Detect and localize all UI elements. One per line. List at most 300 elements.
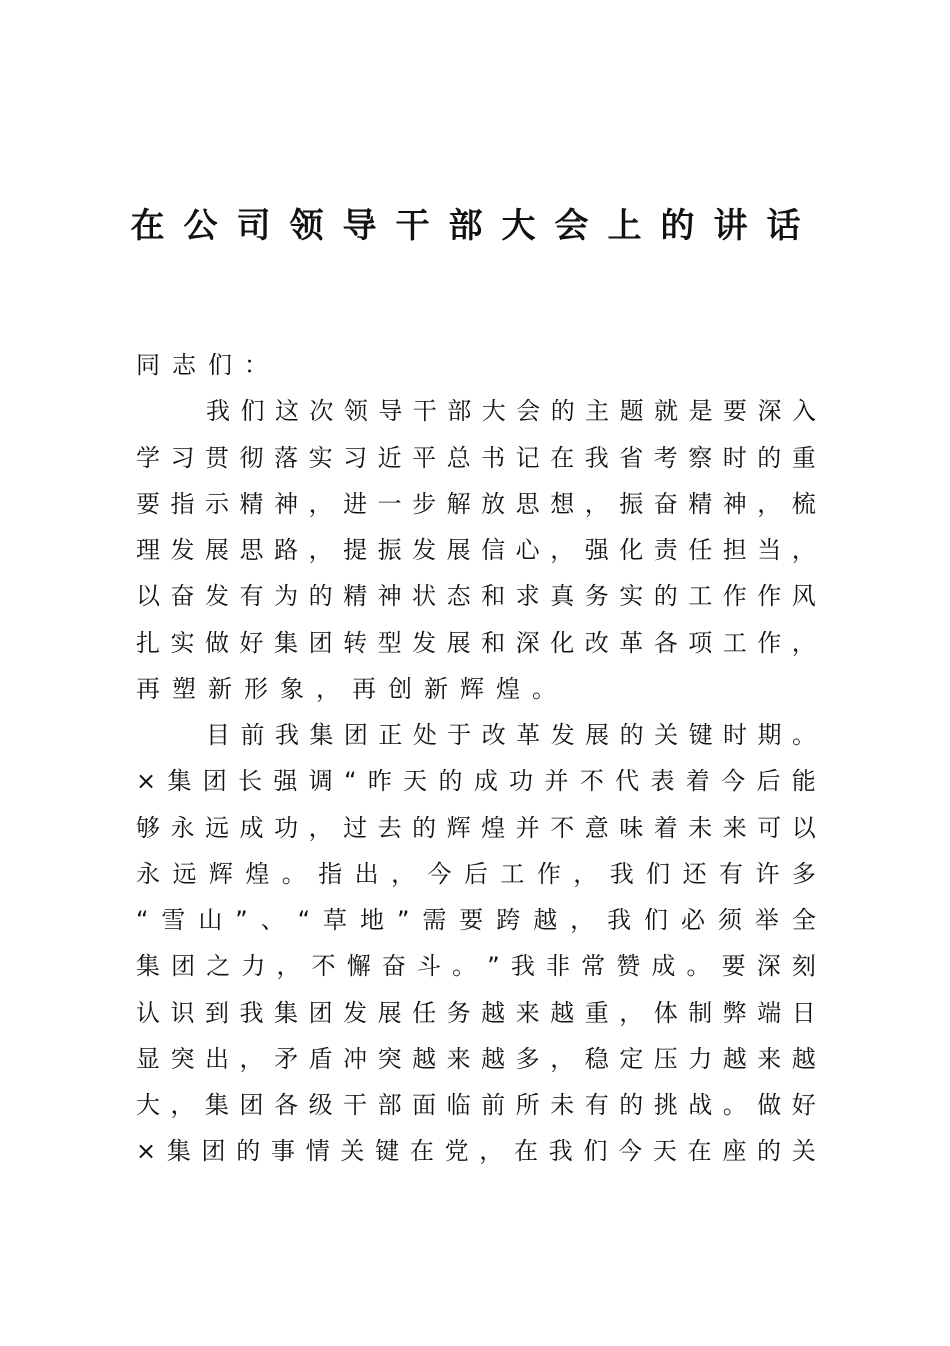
text-char: 能: [791, 767, 816, 796]
text-char: ，: [757, 489, 782, 518]
text-char: 扎: [136, 628, 160, 657]
text-char: 非: [545, 952, 570, 981]
text-char: 认: [136, 998, 160, 1027]
text-char: 集: [274, 998, 299, 1027]
text-char: 我: [206, 397, 230, 426]
text-char: 正: [378, 721, 403, 749]
text-char: 表: [650, 767, 675, 796]
text-char: 务: [584, 582, 609, 611]
text-char: 强: [273, 767, 298, 796]
text-char: 发: [205, 582, 230, 611]
text-char: 去: [377, 813, 402, 842]
text-char: 要: [459, 906, 484, 934]
text-char: 心: [515, 536, 540, 564]
text-char: ，: [276, 952, 301, 981]
text-char: 题: [619, 397, 644, 426]
text-char: 未: [688, 813, 713, 842]
text-char: 辉: [446, 813, 471, 842]
text-char: 作: [536, 859, 561, 888]
text-char: 理: [136, 536, 160, 564]
text-char: 。: [452, 952, 477, 981]
text-char: 有: [239, 582, 264, 611]
text-char: 考: [653, 443, 678, 472]
text-char: 近: [377, 443, 402, 472]
text-char: 面: [412, 1091, 437, 1119]
text-char: 到: [205, 998, 230, 1027]
text-char: 奋: [653, 489, 678, 518]
text-char: 神: [377, 582, 402, 611]
text-char: 着: [653, 813, 678, 842]
text-char: 实: [308, 443, 333, 472]
text-char: 草: [323, 906, 348, 934]
text-char: ，: [391, 859, 416, 888]
text-char: 思: [239, 536, 264, 564]
text-char: 突: [377, 1044, 402, 1073]
text-char: 发: [412, 628, 437, 657]
text-char: ”: [396, 906, 410, 934]
text-char: 成: [239, 813, 264, 842]
text-char: 入: [791, 397, 816, 426]
text-char: 团: [201, 1137, 226, 1166]
text-char: 改: [584, 628, 609, 657]
text-char: 梳: [791, 489, 816, 518]
text-char: 事: [270, 1137, 295, 1166]
text-char: 代: [615, 767, 640, 796]
text-char: 的: [308, 582, 333, 611]
text-char: 我: [607, 906, 632, 934]
text-char: 干: [412, 397, 437, 426]
text-char: 意: [584, 813, 609, 842]
text-char: 工: [688, 582, 713, 611]
text-line: [136, 943, 816, 989]
text-char: 大: [481, 397, 506, 426]
text-char: 今: [721, 767, 746, 796]
text-char: 天: [403, 767, 428, 796]
text-char: 集: [136, 952, 160, 981]
text-char: 信: [481, 536, 506, 564]
text-char: ”: [235, 906, 248, 934]
text-char: 求: [515, 582, 540, 611]
text-char: 指: [318, 859, 343, 888]
text-char: 以: [791, 813, 816, 842]
text-char: 精: [688, 489, 713, 518]
text-line: [136, 1128, 816, 1174]
text-char: 目: [206, 721, 230, 749]
text-char: ×: [136, 767, 157, 796]
text-char: ，: [239, 1044, 264, 1073]
text-char: 项: [688, 628, 713, 657]
text-char: ，: [791, 536, 816, 564]
text-char: “: [344, 767, 357, 796]
text-char: 级: [308, 1091, 333, 1119]
text-char: 后: [463, 859, 488, 888]
text-char: 主: [585, 397, 610, 426]
text-char: 未: [550, 1091, 575, 1119]
text-char: 转: [343, 628, 368, 657]
text-char: 挑: [653, 1091, 678, 1119]
text-char: 为: [274, 582, 299, 611]
text-char: 发: [343, 998, 368, 1027]
text-char: 态: [446, 582, 471, 611]
text-char: 展: [377, 998, 402, 1027]
text-char: 制: [688, 998, 713, 1027]
text-char: 端: [757, 998, 782, 1027]
text-line: [136, 481, 816, 527]
text-char: 团: [343, 721, 368, 749]
text-char: 远: [172, 859, 197, 888]
text-char: ，: [573, 859, 598, 888]
text-char: 我: [274, 721, 299, 749]
text-char: 来: [515, 998, 540, 1027]
text-char: 调: [308, 767, 333, 796]
text-char: 不: [579, 767, 604, 796]
text-char: 实: [619, 582, 644, 611]
text-char: 进: [343, 489, 368, 518]
text-char: 战: [688, 1091, 713, 1119]
text-char: 提: [343, 536, 368, 564]
text-char: 团: [239, 1091, 264, 1119]
text-char: 做: [757, 1091, 782, 1119]
text-char: 成: [473, 767, 498, 796]
text-char: “: [136, 906, 149, 934]
text-char: 贯: [205, 443, 230, 472]
text-char: 的: [757, 443, 782, 472]
text-char: 煌: [245, 859, 270, 888]
text-char: 展: [585, 721, 610, 749]
text-char: 导: [378, 397, 403, 426]
text-char: 有: [719, 859, 743, 888]
text-char: 键: [688, 721, 713, 749]
text-char: 临: [446, 1091, 471, 1119]
text-char: 部: [377, 1091, 402, 1119]
text-char: 集: [309, 721, 334, 749]
text-char: 集: [166, 1137, 191, 1166]
text-char: 我: [584, 443, 609, 472]
text-char: 的: [412, 813, 437, 842]
text-char: 出: [205, 1044, 230, 1073]
text-char: 关: [340, 1137, 365, 1166]
text-line: [136, 435, 816, 481]
document-body: [136, 342, 816, 1175]
text-char: 习: [170, 443, 195, 472]
text-char: 平: [412, 443, 437, 472]
text-char: 记: [515, 443, 540, 472]
text-char: 工: [500, 859, 525, 888]
text-char: 们: [583, 1137, 608, 1166]
text-char: 的: [619, 1091, 644, 1119]
text-char: 放: [481, 489, 506, 518]
text-char: 集: [274, 628, 299, 657]
text-char: 部: [447, 397, 472, 426]
text-char: ，: [170, 1091, 195, 1119]
text-char: 前: [481, 1091, 506, 1119]
text-char: “: [297, 906, 311, 934]
text-char: 发: [170, 536, 195, 564]
text-char: 深: [756, 952, 781, 981]
text-char: 越: [412, 1044, 437, 1073]
text-line: [136, 712, 816, 758]
text-char: 够: [136, 813, 160, 842]
text-char: ”: [487, 952, 500, 981]
text-char: 处: [412, 721, 437, 749]
text-char: 成: [651, 952, 676, 981]
text-char: 长: [238, 767, 263, 796]
text-char: 振: [619, 489, 644, 518]
text-char: 永: [170, 813, 195, 842]
text-char: 作: [722, 582, 747, 611]
text-char: 党: [444, 1137, 469, 1166]
text-char: 我: [548, 1137, 573, 1166]
text-char: 的: [653, 582, 678, 611]
text-char: 要: [721, 952, 746, 981]
text-char: 我: [609, 859, 634, 888]
text-char: 省: [619, 443, 644, 472]
text-line: [136, 990, 816, 1036]
text-char: 奋: [381, 952, 406, 981]
text-char: 懈: [346, 952, 371, 981]
text-char: 当: [757, 536, 782, 564]
text-char: 功: [509, 767, 534, 796]
text-char: 和: [481, 582, 506, 611]
text-char: 好: [239, 628, 264, 657]
text-char: 我: [239, 998, 264, 1027]
text-char: 煌: [481, 813, 506, 842]
text-char: 情: [305, 1137, 330, 1166]
text-char: 思: [515, 489, 540, 518]
text-char: ，: [479, 1137, 504, 1166]
text-char: 天: [652, 1137, 677, 1166]
text-char: 解: [446, 489, 471, 518]
text-char: 我: [510, 952, 535, 981]
text-char: 要: [723, 397, 748, 426]
text-line: [136, 851, 816, 897]
text-char: 昨: [367, 767, 392, 796]
text-char: 做: [205, 628, 230, 657]
text-char: 并: [544, 767, 569, 796]
text-char: 必: [681, 906, 705, 934]
text-char: 的: [550, 397, 575, 426]
text-char: 革: [516, 721, 541, 749]
text-char: ，: [308, 489, 333, 518]
text-char: 重: [791, 443, 816, 472]
text-char: 不: [550, 813, 575, 842]
text-char: 过: [343, 813, 368, 842]
text-char: 在: [409, 1137, 434, 1166]
document-title: 在公司领导干部大会上的讲话: [130, 206, 820, 246]
text-char: 发: [550, 721, 575, 749]
text-char: 出: [354, 859, 379, 888]
text-char: 和: [481, 628, 506, 657]
text-char: 领: [343, 397, 368, 426]
text-char: ，: [570, 906, 595, 934]
text-char: 神: [722, 489, 747, 518]
text-char: ，: [791, 628, 816, 657]
text-char: 在: [550, 443, 575, 472]
text-char: 的: [619, 721, 644, 749]
text-char: ，: [619, 998, 644, 1027]
text-char: 彻: [239, 443, 264, 472]
text-char: 革: [619, 628, 644, 657]
text-char: ，: [308, 813, 333, 842]
text-char: 定: [619, 1044, 644, 1073]
text-char: 集: [205, 1091, 230, 1119]
text-char: 弊: [722, 998, 747, 1027]
text-char: 所: [515, 1091, 540, 1119]
text-char: 、: [260, 906, 285, 934]
text-char: 识: [170, 998, 195, 1027]
text-char: 实: [170, 628, 195, 657]
text-char: 盾: [308, 1044, 333, 1073]
text-char: 雪: [161, 906, 186, 934]
text-char: 。: [281, 859, 306, 888]
text-char: 辉: [208, 859, 233, 888]
text-char: 责: [653, 536, 678, 564]
text-char: 神: [274, 489, 299, 518]
text-line: [136, 620, 816, 666]
text-char: 强: [584, 536, 609, 564]
text-char: 多: [791, 859, 816, 888]
text-char: 有: [584, 1091, 609, 1119]
text-char: 之: [206, 952, 231, 981]
text-char: 作: [757, 582, 782, 611]
text-char: 可: [757, 813, 782, 842]
text-char: 远: [205, 813, 230, 842]
text-char: 一: [377, 489, 402, 518]
text-char: 于: [447, 721, 472, 749]
text-char: 显: [136, 1044, 160, 1073]
text-char: 务: [446, 998, 471, 1027]
text-line: [136, 805, 816, 851]
text-char: 们: [646, 859, 671, 888]
text-char: 功: [274, 813, 299, 842]
text-char: 需: [422, 906, 447, 934]
text-char: 前: [240, 721, 265, 749]
text-char: 重: [584, 998, 609, 1027]
text-char: ，: [550, 1044, 575, 1073]
text-char: 们: [644, 906, 669, 934]
text-char: 在: [514, 1137, 539, 1166]
text-char: 任: [412, 998, 437, 1027]
text-char: 团: [171, 952, 196, 981]
text-char: 示: [205, 489, 230, 518]
text-char: 是: [688, 397, 713, 426]
text-char: 矛: [274, 1044, 299, 1073]
text-char: 后: [756, 767, 781, 796]
text-char: 次: [309, 397, 334, 426]
text-char: 好: [791, 1091, 816, 1119]
text-char: 越: [481, 998, 506, 1027]
text-char: 化: [619, 536, 644, 564]
text-char: 总: [446, 443, 471, 472]
text-char: 不: [311, 952, 336, 981]
text-char: 刻: [791, 952, 816, 981]
text-char: 作: [757, 628, 782, 657]
text-char: 深: [757, 397, 782, 426]
text-char: ×: [136, 1137, 157, 1166]
text-char: 大: [136, 1091, 160, 1119]
text-char: 们: [240, 397, 265, 426]
text-char: 地: [359, 906, 384, 934]
text-char: 型: [377, 628, 402, 657]
text-char: 来: [757, 1044, 782, 1073]
text-char: 压: [653, 1044, 678, 1073]
text-char: 习: [343, 443, 368, 472]
text-char: 的: [757, 1137, 782, 1166]
text-char: 斗: [417, 952, 441, 981]
text-char: 各: [274, 1091, 299, 1119]
text-char: 各: [653, 628, 678, 657]
text-char: 工: [722, 628, 747, 657]
text-char: 许: [755, 859, 780, 888]
text-char: 越: [791, 1044, 816, 1073]
text-char: 越: [722, 1044, 747, 1073]
text-char: 改: [481, 721, 506, 749]
text-char: 时: [723, 721, 748, 749]
text-char: 来: [446, 1044, 471, 1073]
text-char: 察: [688, 443, 713, 472]
text-char: 就: [654, 397, 679, 426]
text-char: ，: [550, 536, 575, 564]
text-char: 精: [239, 489, 264, 518]
text-char: 路: [274, 536, 299, 564]
text-line: [136, 1082, 816, 1128]
text-char: 振: [377, 536, 402, 564]
text-char: 赞: [616, 952, 641, 981]
text-char: 须: [717, 906, 742, 934]
text-char: 期: [757, 721, 782, 749]
text-char: 冲: [343, 1044, 368, 1073]
text-char: 越: [533, 906, 558, 934]
text-char: 学: [136, 443, 160, 472]
text-line: [136, 758, 816, 804]
text-char: 集: [167, 767, 192, 796]
text-char: 步: [412, 489, 437, 518]
text-char: 着: [685, 767, 710, 796]
text-char: 全: [791, 906, 816, 934]
text-char: 担: [722, 536, 747, 564]
text-char: 永: [136, 859, 160, 888]
text-char: 状: [412, 582, 437, 611]
text-char: 的: [236, 1137, 261, 1166]
text-char: 键: [375, 1137, 400, 1166]
text-char: 发: [412, 536, 437, 564]
text-char: 。: [791, 721, 816, 749]
text-char: 力: [688, 1044, 713, 1073]
text-char: 山: [198, 906, 223, 934]
text-line: [136, 388, 816, 434]
text-char: ，: [584, 489, 609, 518]
text-char: 风: [791, 582, 816, 611]
text-char: 还: [682, 859, 707, 888]
text-char: 来: [722, 813, 747, 842]
text-char: 越: [481, 1044, 506, 1073]
text-char: 展: [446, 628, 471, 657]
text-char: 精: [343, 582, 368, 611]
text-char: 想: [550, 489, 575, 518]
text-line: [136, 1036, 816, 1082]
text-char: 关: [791, 1137, 816, 1166]
text-line: 再塑新形象，再创新辉煌。: [136, 674, 568, 703]
text-char: 。: [722, 1091, 747, 1119]
text-char: 在: [687, 1137, 712, 1166]
text-char: 举: [754, 906, 779, 934]
text-char: 常: [581, 952, 606, 981]
text-char: 以: [136, 582, 160, 611]
text-char: 奋: [170, 582, 195, 611]
text-line: [136, 527, 816, 573]
text-char: 味: [619, 813, 644, 842]
text-char: 日: [791, 998, 816, 1027]
